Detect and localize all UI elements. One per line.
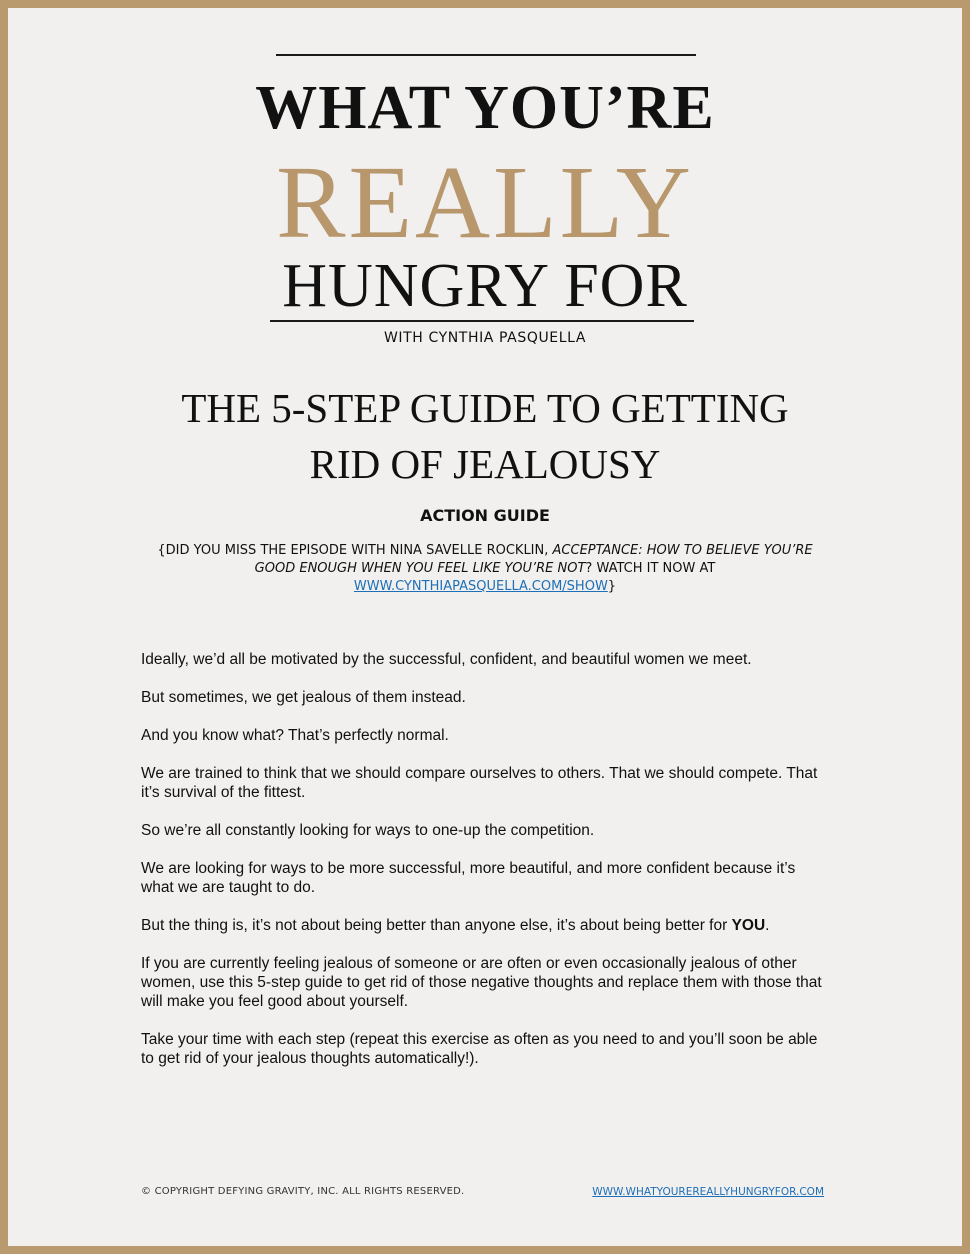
paragraph-4: We are trained to think that we should compare ourselves to others. That we should compete. That it’s survival of the fittest.: [141, 765, 818, 801]
paragraph-7-end: .: [765, 917, 770, 934]
footer-website-link[interactable]: WWW.WHATYOUREREALLYHUNGRYFOR.COM: [592, 1186, 824, 1198]
paragraph-5: So we’re all constantly looking for ways to one-up the competition.: [141, 822, 595, 839]
body-text: [141, 650, 831, 1087]
promo-close: }: [607, 579, 617, 594]
promo-intro: {DID YOU MISS THE EPISODE WITH NINA SAVELLE ROCKLIN,: [157, 543, 553, 558]
promo-cta: ? WATCH IT NOW AT: [585, 561, 716, 576]
masthead-top-rule: [276, 54, 696, 56]
masthead-line-1: WHAT YOU’RE: [255, 74, 715, 142]
paragraph-2: But sometimes, we get jealous of them instead.: [141, 689, 466, 706]
masthead-bottom-rule: [270, 320, 694, 322]
paragraph-9: Take your time with each step (repeat this exercise as often as you need to and you’ll soon be able to get rid of your jealous thoughts automatically!).: [141, 1031, 818, 1067]
paragraph-1: Ideally, we’d all be motivated by the successful, confident, and beautiful women we meet.: [141, 651, 752, 668]
guide-title: [8, 380, 962, 492]
show-link[interactable]: WWW.CYNTHIAPASQUELLA.COM/SHOW: [353, 579, 608, 594]
masthead-line-2: REALLY: [276, 145, 694, 260]
paragraph-8: If you are currently feeling jealous of someone or are often or even occasionally jealous of other women, use this 5-step guide to get rid of those negative thoughts and replace them with those that will make you feel good about yourself.: [141, 955, 822, 1010]
byline: WITH CYNTHIA PASQUELLA: [383, 330, 587, 346]
guide-title-line-2: RID OF JEALOUSY: [309, 441, 661, 487]
paragraph-3: And you know what? That’s perfectly normal.: [141, 727, 449, 744]
masthead-line-3: HUNGRY FOR: [282, 252, 688, 320]
paragraph-6: We are looking for ways to be more successful, more beautiful, and more confident because it’s what we are taught to do.: [141, 860, 796, 896]
action-guide-label: ACTION GUIDE: [420, 506, 550, 525]
episode-promo: [138, 542, 832, 596]
promo-episode-title: ACCEPTANCE: HOW TO BELIEVE YOU’RE GOOD ENOUGH WHEN YOU FEEL LIKE YOU’RE NOT: [254, 543, 813, 576]
guide-title-line-1: THE 5-STEP GUIDE TO GETTING: [181, 385, 789, 431]
footer-copyright: © COPYRIGHT DEFYING GRAVITY, INC. ALL RIGHTS RESERVED.: [141, 1186, 465, 1197]
paragraph-7-start: But the thing is, it’s not about being better than anyone else, it’s about being better for: [141, 917, 732, 934]
paragraph-7-emphasis: YOU: [731, 917, 766, 934]
document-page: [8, 8, 962, 1246]
paragraph-7: [141, 916, 831, 935]
